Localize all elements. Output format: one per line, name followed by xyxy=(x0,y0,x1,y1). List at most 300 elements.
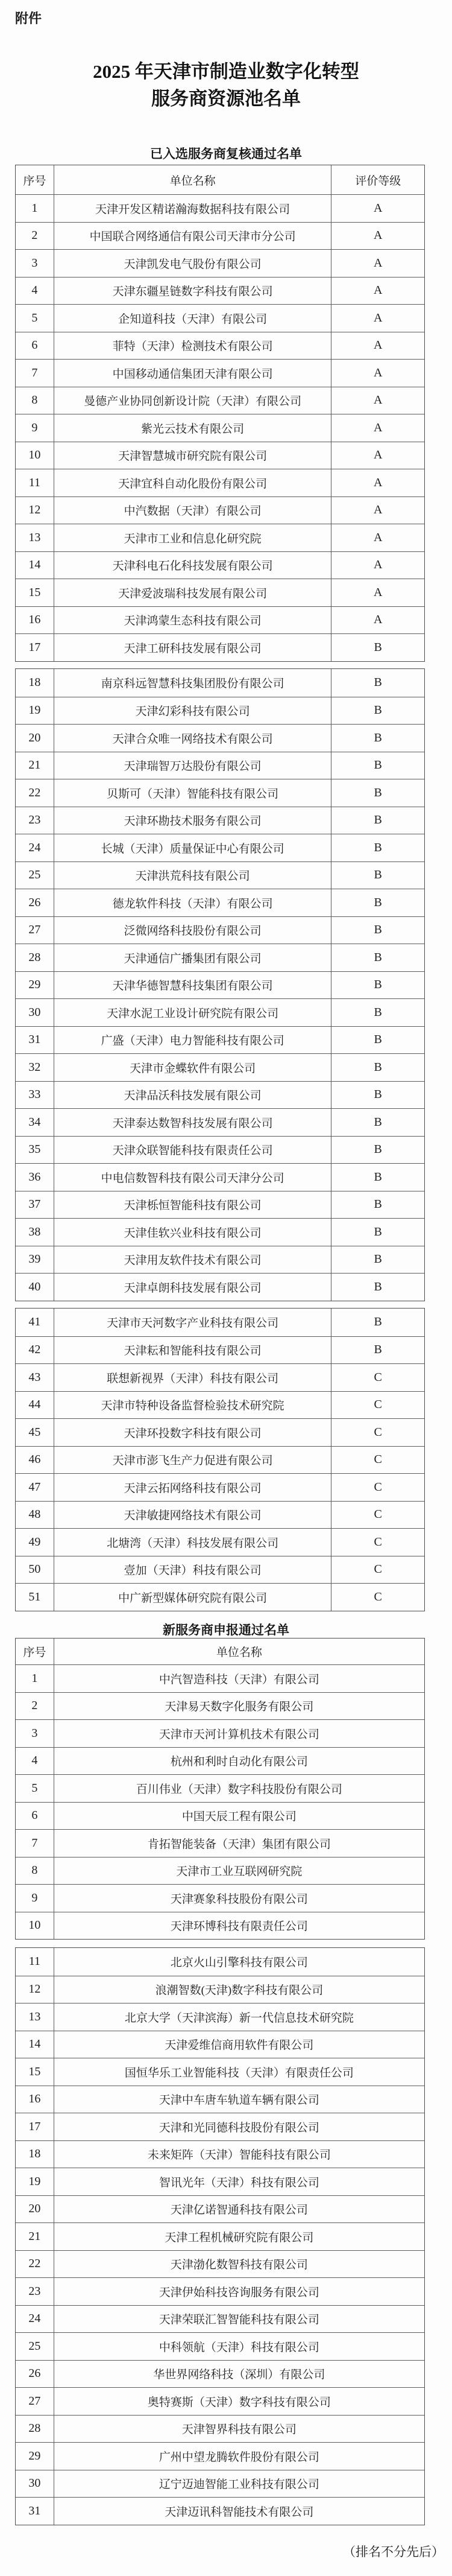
company-name-cell: 天津市天河数字产业科技有限公司 xyxy=(54,1309,331,1336)
row-number-cell: 13 xyxy=(28,530,41,544)
table-row xyxy=(16,971,424,999)
table-row xyxy=(16,304,424,332)
company-name-cell: 天津市金蝶软件有限公司 xyxy=(54,1054,331,1081)
company-name-cell: 泛微网络科技股份有限公司 xyxy=(54,917,331,944)
grade-cell: B xyxy=(331,752,424,779)
table-row xyxy=(16,1336,424,1364)
table-row xyxy=(16,2195,424,2223)
company-name-cell: 天津凯发电气股份有限公司 xyxy=(54,250,331,277)
row-number-cell: 24 xyxy=(28,840,41,854)
company-name-cell: 广盛（天津）电力智能科技有限公司 xyxy=(54,1027,331,1054)
new-providers-table-part1 xyxy=(15,1638,425,1940)
table-row xyxy=(16,1774,424,1802)
table-row xyxy=(16,669,424,697)
company-name-cell: 联想新视界（天津）科技有限公司 xyxy=(54,1364,331,1391)
row-number-cell: 11 xyxy=(28,475,41,489)
company-name-cell: 天津中车唐车轨道车辆有限公司 xyxy=(54,2086,424,2113)
grade-cell: B xyxy=(331,634,424,661)
table-row xyxy=(16,2113,424,2140)
row-number-cell: 32 xyxy=(28,1060,41,1074)
table-row xyxy=(16,606,424,634)
company-name-cell: 天津东疆星链数字科技有限公司 xyxy=(54,278,331,305)
grade-cell: B xyxy=(331,1109,424,1136)
row-number-cell: 28 xyxy=(28,2422,41,2435)
row-number-cell: 39 xyxy=(28,1252,41,1266)
row-number-cell: 35 xyxy=(28,1143,41,1156)
row-number-cell: 22 xyxy=(28,785,41,799)
row-number-cell: 7 xyxy=(31,1836,38,1850)
table-row xyxy=(16,194,424,222)
row-number-cell: 9 xyxy=(31,420,38,434)
row-number-cell: 23 xyxy=(28,2284,41,2298)
table-row xyxy=(16,2250,424,2278)
company-name-cell: 天津智慧城市研究院有限公司 xyxy=(54,442,331,469)
row-number-cell: 34 xyxy=(28,1115,41,1129)
row-number-cell: 21 xyxy=(28,758,41,772)
table-row xyxy=(16,1108,424,1136)
table-row xyxy=(16,1976,424,2003)
new-providers-table-part2 xyxy=(15,1947,425,2525)
table-row xyxy=(16,834,424,861)
table-row xyxy=(16,1391,424,1419)
table-row xyxy=(16,551,424,579)
grade-cell: A xyxy=(331,579,424,606)
company-name-cell: 天津市工业互联网研究院 xyxy=(54,1857,424,1885)
company-name-cell: 天津亿诺智通科技有限公司 xyxy=(54,2196,424,2223)
company-name-cell: 天津敏捷网络技术有限公司 xyxy=(54,1502,331,1529)
row-number-cell: 18 xyxy=(28,676,41,690)
grade-cell: A xyxy=(331,332,424,360)
row-number-cell: 36 xyxy=(28,1170,41,1184)
table-row xyxy=(16,1163,424,1191)
table-row xyxy=(16,1912,424,1940)
company-name-cell: 天津工程机械研究院有限公司 xyxy=(54,2223,424,2250)
row-number-cell: 21 xyxy=(28,2229,41,2243)
company-name-cell: 未来矩阵（天津）智能科技有限公司 xyxy=(54,2141,424,2168)
table-row xyxy=(16,2415,424,2443)
company-name-cell: 天津赛象科技股份有限公司 xyxy=(54,1885,424,1912)
row-number-cell: 6 xyxy=(31,1809,38,1823)
company-name-cell: 辽宁迈迪智能工业科技有限公司 xyxy=(54,2470,424,2498)
row-number-cell: 19 xyxy=(28,703,41,717)
grade-cell: B xyxy=(331,1274,424,1301)
grade-cell: B xyxy=(331,889,424,916)
company-name-cell: 中汽数据（天津）有限公司 xyxy=(54,497,331,524)
company-name-cell: 国恒华乐工业智能科技（天津）有限责任公司 xyxy=(54,2058,424,2086)
row-number-cell: 20 xyxy=(28,731,41,744)
company-name-cell: 天津渤化数智科技有限公司 xyxy=(54,2251,424,2278)
table-row xyxy=(16,1473,424,1501)
row-number-cell: 23 xyxy=(28,813,41,827)
company-name-cell: 天津市工业和信息化研究院 xyxy=(54,524,331,551)
company-name-cell: 天津用友软件技术有限公司 xyxy=(54,1246,331,1274)
table-row xyxy=(16,779,424,807)
grade-cell: A xyxy=(331,250,424,277)
grade-cell: C xyxy=(331,1419,424,1446)
company-name-cell: 广州中望龙腾软件股份有限公司 xyxy=(54,2443,424,2470)
header-company-name: 单位名称 xyxy=(54,1639,424,1664)
company-name-cell: 德龙软件科技（天津）有限公司 xyxy=(54,889,331,916)
grade-cell: A xyxy=(331,305,424,332)
grade-cell: B xyxy=(331,1027,424,1054)
row-number-cell: 37 xyxy=(28,1198,41,1211)
row-number-cell: 30 xyxy=(28,2476,41,2490)
company-name-cell: 天津环博科技有限责任公司 xyxy=(54,1912,424,1940)
company-name-cell: 长城（天津）质量保证中心有限公司 xyxy=(54,834,331,861)
table-row xyxy=(16,469,424,496)
company-name-cell: 中电信数智科技有限公司天津分公司 xyxy=(54,1164,331,1191)
grade-cell: B xyxy=(331,1246,424,1274)
company-name-cell: 天津水泥工业设计研究院有限公司 xyxy=(54,999,331,1026)
company-name-cell: 天津荣联汇智智能科技有限公司 xyxy=(54,2306,424,2333)
table-row xyxy=(16,1026,424,1054)
company-name-cell: 天津卓朗科技发展有限公司 xyxy=(54,1274,331,1301)
company-name-cell: 天津瑞智万达股份有限公司 xyxy=(54,752,331,779)
row-number-cell: 8 xyxy=(31,393,38,407)
company-name-cell: 中广新型媒体研究院有限公司 xyxy=(54,1584,331,1611)
table-row xyxy=(16,249,424,277)
row-number-cell: 51 xyxy=(28,1590,41,1604)
page-title-line2: 服务商资源池名单 xyxy=(151,88,301,109)
grade-cell: C xyxy=(331,1392,424,1419)
grade-cell: A xyxy=(331,552,424,579)
row-number-cell: 50 xyxy=(28,1562,41,1576)
row-number-cell: 2 xyxy=(31,1699,38,1713)
company-name-cell: 天津洪荒科技有限公司 xyxy=(54,862,331,889)
row-number-cell: 46 xyxy=(28,1453,41,1467)
row-number-cell: 1 xyxy=(31,1671,38,1685)
grade-cell: B xyxy=(331,697,424,725)
table-row xyxy=(16,2086,424,2113)
grade-cell: B xyxy=(331,1191,424,1219)
grade-cell: B xyxy=(331,1219,424,1246)
page-title xyxy=(0,58,452,112)
table-row xyxy=(16,2497,424,2525)
attachment-label: 附件 xyxy=(15,11,42,26)
table-row xyxy=(16,697,424,725)
company-name-cell: 天津品沃科技发展有限公司 xyxy=(54,1082,331,1109)
table-row xyxy=(16,222,424,250)
table-row xyxy=(16,1802,424,1830)
row-number-cell: 8 xyxy=(31,1864,38,1877)
company-name-cell: 中科领航（天津）科技有限公司 xyxy=(54,2333,424,2360)
row-number-cell: 30 xyxy=(28,1005,41,1019)
row-number-cell: 25 xyxy=(28,2339,41,2353)
company-name-cell: 北京火山引擎科技有限公司 xyxy=(54,1948,424,1976)
table-row xyxy=(16,1857,424,1885)
row-number-cell: 27 xyxy=(28,923,41,937)
reviewed-providers-table-part2 xyxy=(15,668,425,1301)
company-name-cell: 天津科电石化科技发展有限公司 xyxy=(54,552,331,579)
table-row xyxy=(16,2442,424,2470)
table-row xyxy=(16,1556,424,1584)
grade-cell: B xyxy=(331,1054,424,1081)
grade-cell: B xyxy=(331,669,424,697)
company-name-cell: 壹加（天津）科技有限公司 xyxy=(54,1556,331,1584)
row-number-cell: 31 xyxy=(28,2504,41,2517)
table-row xyxy=(16,496,424,524)
grade-cell: A xyxy=(331,414,424,442)
company-name-cell: 天津环投数字科技有限公司 xyxy=(54,1419,331,1446)
grade-cell: B xyxy=(331,725,424,752)
table-row xyxy=(16,1191,424,1219)
grade-cell: A xyxy=(331,469,424,496)
row-number-cell: 48 xyxy=(28,1508,41,1521)
grade-cell: A xyxy=(331,524,424,551)
table-row xyxy=(16,1829,424,1857)
table-header-row xyxy=(16,1639,424,1664)
table-row xyxy=(16,998,424,1026)
table-row xyxy=(16,2305,424,2333)
page-title-line1: 2025 年天津市制造业数字化转型 xyxy=(93,61,359,82)
company-name-cell: 百川伟业（天津）数字科技股份有限公司 xyxy=(54,1775,424,1802)
row-number-cell: 27 xyxy=(28,2394,41,2408)
row-number-cell: 44 xyxy=(28,1398,41,1412)
row-number-cell: 19 xyxy=(28,2174,41,2188)
row-number-cell: 33 xyxy=(28,1088,41,1102)
table-row xyxy=(16,414,424,442)
company-name-cell: 天津迈讯科智能技术有限公司 xyxy=(54,2498,424,2525)
table-row xyxy=(16,1081,424,1109)
table-row xyxy=(16,1664,424,1692)
header-company-name: 单位名称 xyxy=(54,165,331,194)
table-row xyxy=(16,359,424,387)
grade-cell: A xyxy=(331,387,424,414)
row-number-cell: 28 xyxy=(28,950,41,964)
table-row xyxy=(16,2387,424,2415)
row-number-cell: 26 xyxy=(28,895,41,909)
row-number-cell: 25 xyxy=(28,868,41,882)
table-row xyxy=(16,2140,424,2168)
company-name-cell: 天津耘和智能科技有限公司 xyxy=(54,1337,331,1364)
row-number-cell: 13 xyxy=(28,2010,41,2023)
row-number-cell: 20 xyxy=(28,2202,41,2216)
row-number-cell: 12 xyxy=(28,503,41,517)
company-name-cell: 天津爱维信商用软件有限公司 xyxy=(54,2031,424,2058)
company-name-cell: 中国移动通信集团天津有限公司 xyxy=(54,360,331,387)
row-number-cell: 10 xyxy=(28,1918,41,1932)
grade-cell: B xyxy=(331,1082,424,1109)
table-row xyxy=(16,861,424,889)
company-name-cell: 智讯光年（天津）科技有限公司 xyxy=(54,2168,424,2195)
row-number-cell: 12 xyxy=(28,1982,41,1996)
row-number-cell: 24 xyxy=(28,2312,41,2326)
row-number-cell: 2 xyxy=(31,229,38,243)
row-number-cell: 47 xyxy=(28,1480,41,1494)
company-name-cell: 天津云拓网络科技有限公司 xyxy=(54,1474,331,1501)
company-name-cell: 中国联合网络通信有限公司天津市分公司 xyxy=(54,223,331,250)
table-row xyxy=(16,1528,424,1556)
company-name-cell: 奥特赛斯（天津）数字科技有限公司 xyxy=(54,2388,424,2415)
row-number-cell: 41 xyxy=(28,1315,41,1329)
company-name-cell: 浪潮智数(天津)数字科技有限公司 xyxy=(54,1976,424,2003)
grade-cell: B xyxy=(331,917,424,944)
company-name-cell: 天津幻彩科技有限公司 xyxy=(54,697,331,725)
grade-cell: B xyxy=(331,834,424,861)
grade-cell: A xyxy=(331,223,424,250)
table-row xyxy=(16,277,424,305)
row-number-cell: 15 xyxy=(28,2064,41,2078)
grade-cell: B xyxy=(331,1137,424,1164)
reviewed-providers-table-part3 xyxy=(15,1308,425,1611)
row-number-cell: 15 xyxy=(28,585,41,599)
row-number-cell: 14 xyxy=(28,558,41,572)
table-row xyxy=(16,579,424,606)
table-row xyxy=(16,889,424,916)
grade-cell: C xyxy=(331,1584,424,1611)
footer-note: （排名不分先后） xyxy=(343,2545,444,2559)
grade-cell: C xyxy=(331,1529,424,1556)
table-row xyxy=(16,1948,424,1976)
grade-cell: B xyxy=(331,1337,424,1364)
table-row xyxy=(16,2058,424,2086)
row-number-cell: 5 xyxy=(31,1781,38,1795)
row-number-cell: 10 xyxy=(28,448,41,462)
table-row xyxy=(16,1747,424,1775)
table-row xyxy=(16,2360,424,2388)
row-number-cell: 22 xyxy=(28,2257,41,2271)
table-row xyxy=(16,1583,424,1611)
row-number-cell: 9 xyxy=(31,1891,38,1905)
company-name-cell: 天津伊始科技咨询服务有限公司 xyxy=(54,2278,424,2305)
row-number-cell: 49 xyxy=(28,1535,41,1549)
company-name-cell: 天津华德智慧科技集团有限公司 xyxy=(54,972,331,999)
grade-cell: B xyxy=(331,944,424,971)
grade-cell: C xyxy=(331,1364,424,1391)
company-name-cell: 肯拓智能装备（天津）集团有限公司 xyxy=(54,1830,424,1857)
company-name-cell: 企知道科技（天津）有限公司 xyxy=(54,305,331,332)
grade-cell: B xyxy=(331,1309,424,1336)
company-name-cell: 北京大学（天津滨海）新一代信息技术研究院 xyxy=(54,2003,424,2031)
grade-cell: A xyxy=(331,195,424,222)
company-name-cell: 天津智界科技有限公司 xyxy=(54,2416,424,2443)
company-name-cell: 紫光云技术有限公司 xyxy=(54,414,331,442)
table-row xyxy=(16,524,424,551)
company-name-cell: 天津众联智能科技有限责任公司 xyxy=(54,1137,331,1164)
row-number-cell: 6 xyxy=(31,338,38,352)
row-number-cell: 42 xyxy=(28,1343,41,1357)
row-number-cell: 26 xyxy=(28,2367,41,2381)
company-name-cell: 天津市天河计算机技术有限公司 xyxy=(54,1720,424,1747)
grade-cell: A xyxy=(331,442,424,469)
grade-cell: A xyxy=(331,497,424,524)
company-name-cell: 天津佳软兴业科技有限公司 xyxy=(54,1219,331,1246)
company-name-cell: 中国天辰工程有限公司 xyxy=(54,1803,424,1830)
section-title-reviewed-providers: 已入选服务商复核通过名单 xyxy=(150,147,302,161)
row-number-cell: 16 xyxy=(28,613,41,627)
row-number-cell: 11 xyxy=(28,1955,41,1968)
table-row xyxy=(16,633,424,661)
table-header-row xyxy=(16,165,424,194)
table-row xyxy=(16,807,424,834)
table-row xyxy=(16,1273,424,1301)
table-row xyxy=(16,944,424,971)
table-row xyxy=(16,442,424,469)
row-number-cell: 29 xyxy=(28,2449,41,2463)
table-row xyxy=(16,1446,424,1474)
table-row xyxy=(16,752,424,779)
company-name-cell: 天津泰达数智科技发展有限公司 xyxy=(54,1109,331,1136)
grade-cell: B xyxy=(331,999,424,1026)
company-name-cell: 北塘湾（天津）科技发展有限公司 xyxy=(54,1529,331,1556)
grade-cell: B xyxy=(331,807,424,834)
grade-cell: C xyxy=(331,1447,424,1474)
grade-cell: B xyxy=(331,1164,424,1191)
company-name-cell: 天津工研科技发展有限公司 xyxy=(54,634,331,661)
table-row xyxy=(16,2277,424,2305)
row-number-cell: 3 xyxy=(31,256,38,270)
table-row xyxy=(16,2003,424,2031)
table-row xyxy=(16,1309,424,1336)
row-number-cell: 4 xyxy=(31,1754,38,1768)
company-name-cell: 天津环勘技术服务有限公司 xyxy=(54,807,331,834)
company-name-cell: 天津市特种设备监督检验技术研究院 xyxy=(54,1392,331,1419)
row-number-cell: 3 xyxy=(31,1726,38,1740)
row-number-cell: 14 xyxy=(28,2037,41,2051)
grade-cell: A xyxy=(331,360,424,387)
table-row xyxy=(16,1218,424,1246)
row-number-cell: 5 xyxy=(31,311,38,325)
table-row xyxy=(16,1136,424,1164)
table-row xyxy=(16,1692,424,1720)
company-name-cell: 天津宜科自动化股份有限公司 xyxy=(54,469,331,496)
company-name-cell: 天津栎恒智能科技有限公司 xyxy=(54,1191,331,1219)
grade-cell: C xyxy=(331,1474,424,1501)
table-row xyxy=(16,2168,424,2195)
row-number-cell: 38 xyxy=(28,1225,41,1239)
grade-cell: B xyxy=(331,972,424,999)
table-row xyxy=(16,2031,424,2058)
company-name-cell: 天津和光同德科技股份有限公司 xyxy=(54,2113,424,2140)
grade-cell: A xyxy=(331,278,424,305)
header-no: 序号 xyxy=(23,174,46,188)
table-row xyxy=(16,2470,424,2498)
table-row xyxy=(16,2332,424,2360)
table-row xyxy=(16,1501,424,1529)
company-name-cell: 天津市澎飞生产力促进有限公司 xyxy=(54,1447,331,1474)
row-number-cell: 4 xyxy=(31,284,38,297)
company-name-cell: 杭州和利时自动化有限公司 xyxy=(54,1748,424,1775)
company-name-cell: 华世界网络科技（深圳）有限公司 xyxy=(54,2361,424,2388)
row-number-cell: 17 xyxy=(28,640,41,654)
reviewed-providers-table-part1 xyxy=(15,165,425,662)
section-title-new-providers: 新服务商申报通过名单 xyxy=(163,1623,289,1637)
table-row xyxy=(16,916,424,944)
table-row xyxy=(16,1418,424,1446)
company-name-cell: 曼德产业协同创新设计院（天津）有限公司 xyxy=(54,387,331,414)
row-number-cell: 16 xyxy=(28,2092,41,2106)
row-number-cell: 31 xyxy=(28,1033,41,1047)
grade-cell: A xyxy=(331,607,424,634)
company-name-cell: 天津爱波瑞科技发展有限公司 xyxy=(54,579,331,606)
company-name-cell: 贝斯可（天津）智能科技有限公司 xyxy=(54,779,331,807)
table-row xyxy=(16,724,424,752)
grade-cell: B xyxy=(331,779,424,807)
row-number-cell: 1 xyxy=(31,201,38,215)
company-name-cell: 中汽智造科技（天津）有限公司 xyxy=(54,1665,424,1692)
row-number-cell: 45 xyxy=(28,1425,41,1439)
row-number-cell: 7 xyxy=(31,366,38,379)
company-name-cell: 菲特（天津）检测技术有限公司 xyxy=(54,332,331,360)
header-grade: 评价等级 xyxy=(331,165,424,194)
row-number-cell: 40 xyxy=(28,1280,41,1293)
company-name-cell: 天津开发区精诺瀚海数据科技有限公司 xyxy=(54,195,331,222)
row-number-cell: 17 xyxy=(28,2119,41,2133)
table-row xyxy=(16,387,424,414)
header-no: 序号 xyxy=(23,1646,46,1659)
row-number-cell: 43 xyxy=(28,1370,41,1384)
grade-cell: C xyxy=(331,1556,424,1584)
